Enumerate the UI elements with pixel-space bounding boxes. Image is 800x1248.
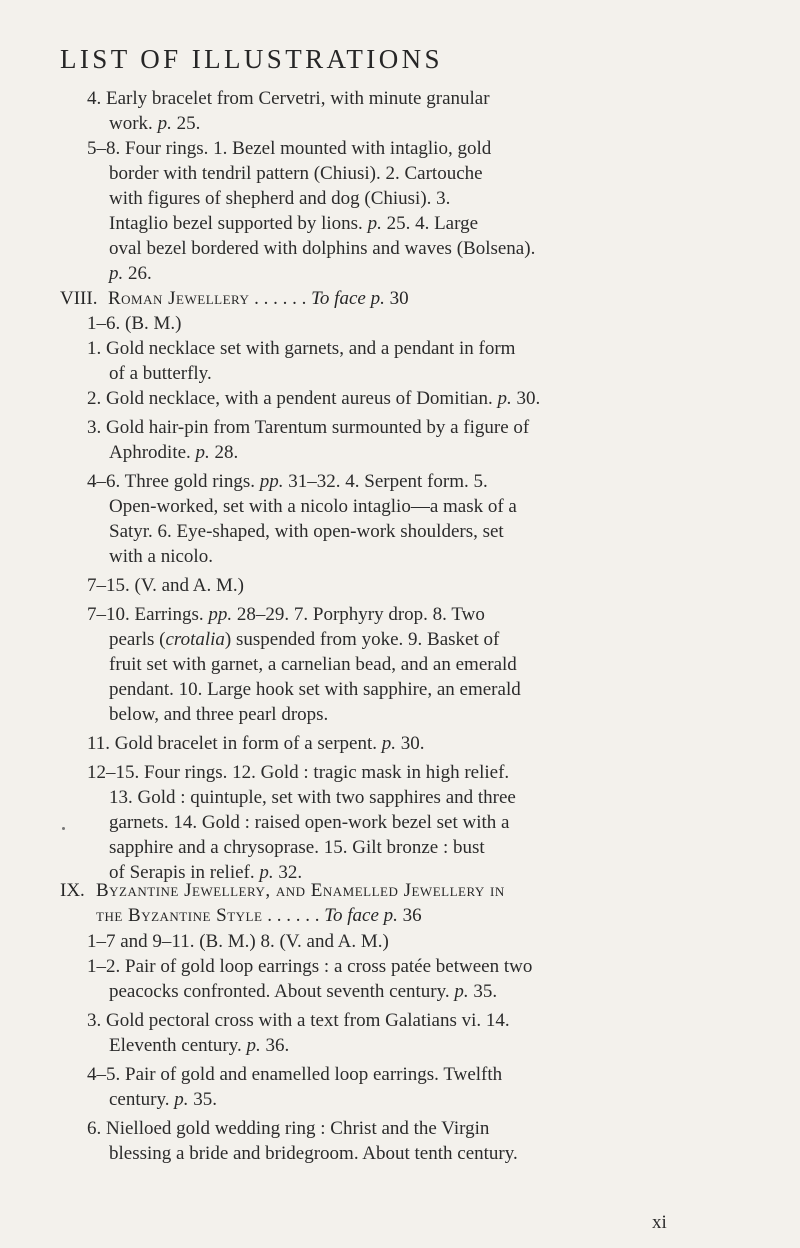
entry-line: 5–8. Four rings. 1. Bezel mounted with intaglio, gold [87,138,492,159]
entry-line: 1. Gold necklace set with garnets, and a pendant in form [87,338,516,359]
entry-text: pearls ( [109,629,166,650]
entry-line: below, and three pearl drops. [109,704,329,725]
entry-line [87,261,535,286]
page-ref-number: 25. [171,113,201,134]
entry-line: Satyr. 6. Eye-shaped, with open-work shoulders, set [109,521,504,542]
facing-page-label: To face p. [324,905,398,926]
entry-line: with figures of shepherd and dog (Chiusi). 3. [109,188,451,209]
entry-text: Intaglio bezel supported by lions. [109,213,368,234]
entry-text: 11. Gold bracelet in form of a serpent. [87,733,382,754]
italic-term: crotalia [165,629,225,650]
entry-line: fruit set with garnet, a carnelian bead, and an emerald [109,654,517,675]
entry-line: oval bezel bordered with dolphins and waves (Bolsena). [109,238,536,259]
section-ix-entries [87,929,532,1166]
entry-line [87,469,540,494]
entry-text: 2. Gold necklace, with a pendent aureus of Domitian. [87,388,498,409]
entry-line: 3. Gold pectoral cross with a text from Galatians vi. 14. [87,1010,510,1031]
entry-line: 1–2. Pair of gold loop earrings : a cross patée between two [87,956,533,977]
entry-line [87,386,540,415]
page-ref-number: 36. [260,1035,290,1056]
page-ref-number: 35. [188,1089,217,1110]
entry-line [87,86,490,111]
entry-5-8 [87,136,535,286]
entry-text: peacocks confronted. About seventh century. [109,981,455,1002]
page-ref-number: 35. [468,981,498,1002]
entry-text: 31–32. 4. Serpent form. 5. [283,471,488,492]
dot-leader: . . . . . . [262,905,325,926]
page-ref-abbrev: p. [454,981,469,1002]
page-folio: xi [652,1212,667,1233]
entry-line: of a butterfly. [109,363,212,384]
section-viii-entries [87,311,540,885]
entry-text: 4–6. Three gold rings. [87,471,260,492]
page-ref-abbrev: p. [109,263,124,284]
print-speck [62,827,65,830]
entry-text: work. [109,113,158,134]
entry-line [87,440,540,469]
entry-text: of Serapis in relief. [109,862,260,883]
entry-line: sapphire and a chrysoprase. 15. Gilt bronze : bust [109,837,485,858]
entry-line [87,627,540,652]
page-ref-number: 26. [123,263,152,284]
entry-line: garnets. 14. Gold : raised open-work bezel set with a [109,812,510,833]
facing-page-number: 36 [397,905,422,926]
entry-4 [87,86,490,136]
entry-line: 3. Gold hair-pin from Tarentum surmounted by a figure of [87,417,530,438]
entry-line: Open-worked, set with a nicolo intaglio—a mask of a [109,496,517,517]
page-ref-abbrev: p. [497,388,512,409]
entry-line [87,602,540,627]
running-head: LIST OF ILLUSTRATIONS [60,44,443,74]
entry-text: Aphrodite. [109,442,196,463]
entry-text: century. [109,1089,175,1110]
page-ref-number: 28. [209,442,239,463]
entry-text: 4. Early bracelet from Cervetri, with minute granular [87,88,490,109]
entry-line: 13. Gold : quintuple, set with two sapphires and three [109,787,516,808]
page-ref-number: 32. [273,862,303,883]
dot-leader: . . . . . . [249,288,312,309]
facing-page-label: To face p. [311,288,385,309]
entry-line: 1–7 and 9–11. (B. M.) 8. (V. and A. M.) [87,931,389,952]
facing-page-number: 30 [384,288,409,309]
entry-text: 25. 4. Large [381,213,479,234]
entry-line [87,731,540,760]
page-ref-abbrev: pp. [259,471,284,492]
page-ref-abbrev: p. [367,213,382,234]
entry-line: border with tendril pattern (Chiusi). 2. Cartouche [109,163,483,184]
entry-line [87,211,535,236]
page-ref-number: 30. [396,733,425,754]
entry-text: 7–10. Earrings. [87,604,209,625]
entry-line [87,1033,532,1062]
section-title: the Byzantine Style [96,905,263,926]
entry-text: Eleventh century. [109,1035,247,1056]
entry-line: 1–6. (B. M.) [87,313,182,334]
section-title: Byzantine Jewellery, and Enamelled Jewellery in [96,880,505,901]
entry-text: ) suspended from yoke. 9. Basket of [224,629,500,650]
entry-line: 7–15. (V. and A. M.) [87,575,244,596]
section-title-line [96,903,505,928]
entry-text: 28–29. 7. Porphyry drop. 8. Two [232,604,485,625]
page-ref-abbrev: p. [174,1089,189,1110]
entry-line: blessing a bride and bridegroom. About tenth century. [109,1143,518,1164]
page-ref-abbrev: p. [381,733,397,754]
page-ref-abbrev: p. [246,1035,261,1056]
entry-line: 6. Nielloed gold wedding ring : Christ and the Virgin [87,1118,490,1139]
page-ref-abbrev: pp. [208,604,233,625]
section-heading-viii [108,286,409,311]
section-numeral: VIII. [60,288,98,309]
page-ref-abbrev: p. [157,113,172,134]
entry-line: with a nicolo. [109,546,213,567]
entry-line: 4–5. Pair of gold and enamelled loop earrings. Twelfth [87,1064,503,1085]
page-ref-abbrev: p. [259,862,274,883]
page-ref-number: 30. [511,388,541,409]
entry-line: 12–15. Four rings. 12. Gold : tragic mask in high relief. [87,762,510,783]
page-ref-abbrev: p. [195,442,210,463]
entry-line [87,979,532,1008]
section-numeral: IX. [60,880,85,901]
entry-line: pendant. 10. Large hook set with sapphire, an emerald [109,679,521,700]
section-heading-ix [96,878,505,928]
section-title: Roman Jewellery [108,288,250,309]
entry-line [87,1087,532,1116]
entry-line [87,111,490,136]
